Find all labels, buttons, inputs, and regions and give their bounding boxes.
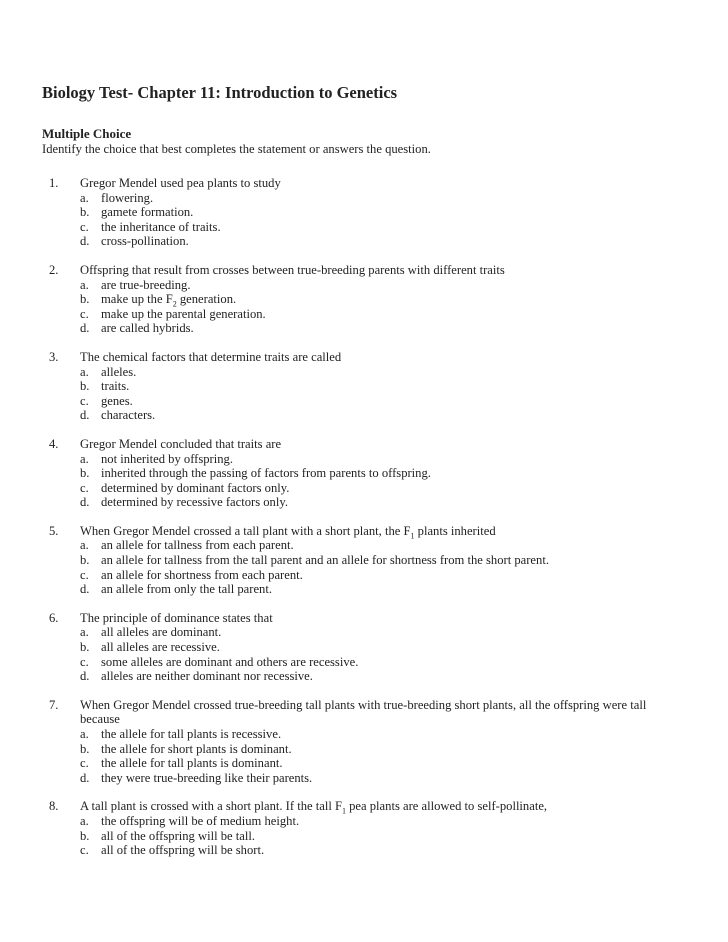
answer-option (80, 191, 728, 206)
option-letter: c. (80, 654, 89, 669)
option-letter: b. (80, 553, 90, 568)
option-text (101, 365, 728, 380)
answer-option (80, 321, 728, 336)
text-part: an allele for tallness from the tall parent and an allele for shortness from the short parent. (101, 553, 549, 568)
question-number: 5. (49, 523, 59, 538)
option-letter: c. (80, 393, 89, 408)
answer-option (80, 843, 728, 858)
option-text (101, 756, 728, 771)
question (0, 350, 728, 423)
text-part: make up the F (101, 292, 173, 307)
option-text (101, 466, 728, 481)
question (0, 263, 728, 336)
text-part: some alleles are dominant and others are recessive. (101, 654, 359, 669)
option-letter: d. (80, 669, 90, 684)
option-text (101, 553, 728, 568)
answer-option (80, 625, 728, 640)
option-text (101, 669, 728, 684)
option-text (101, 379, 728, 394)
text-part: the inheritance of traits. (101, 219, 221, 234)
question-text (80, 611, 688, 626)
option-letter: a. (80, 813, 89, 828)
question-list (0, 176, 728, 872)
text-part: determined by recessive factors only. (101, 495, 288, 510)
text-part: all alleles are dominant. (101, 625, 222, 640)
answer-option (80, 756, 728, 771)
option-letter: c. (80, 756, 89, 771)
answer-option (80, 582, 728, 597)
answer-option (80, 365, 728, 380)
option-letter: a. (80, 625, 89, 640)
option-text (101, 742, 728, 757)
option-text (101, 640, 728, 655)
option-text (101, 655, 728, 670)
instructions: Identify the choice that best completes the statement or answers the question. (42, 142, 431, 156)
answer-option (80, 408, 728, 423)
answer-option (80, 771, 728, 786)
text-part: all of the offspring will be short. (101, 843, 265, 858)
question-text (80, 698, 688, 727)
option-text (101, 829, 728, 844)
text-part: are true-breeding. (101, 277, 191, 292)
question-text (80, 437, 688, 452)
text-part: not inherited by offspring. (101, 451, 233, 466)
option-letter: d. (80, 408, 90, 423)
answer-option (80, 640, 728, 655)
option-text (101, 771, 728, 786)
answer-option (80, 452, 728, 467)
answer-option (80, 814, 728, 829)
option-letter: b. (80, 292, 90, 307)
option-letter: b. (80, 828, 90, 843)
text-part: alleles are neither dominant nor recessive. (101, 669, 313, 684)
text-part: an allele from only the tall parent. (101, 582, 272, 597)
option-text (101, 220, 728, 235)
text-part: generation. (176, 292, 237, 307)
text-part: the allele for tall plants is dominant. (101, 756, 283, 771)
answer-option (80, 278, 728, 293)
question-text (80, 524, 688, 539)
question-text (80, 263, 688, 278)
option-text (101, 814, 728, 829)
option-letter: c. (80, 306, 89, 321)
answer-option (80, 220, 728, 235)
question (0, 176, 728, 249)
answer-option (80, 829, 728, 844)
answer-option (80, 538, 728, 553)
answer-option (80, 742, 728, 757)
text-part: The chemical factors that determine traits are called (80, 349, 342, 364)
option-letter: b. (80, 466, 90, 481)
option-text (101, 321, 728, 336)
question (0, 698, 728, 786)
text-part: an allele for shortness from each parent. (101, 567, 303, 582)
text-part: make up the parental generation. (101, 306, 266, 321)
option-letter: d. (80, 495, 90, 510)
answer-option (80, 655, 728, 670)
subscript: 1 (410, 531, 415, 541)
question-text (80, 799, 688, 814)
answer-option (80, 495, 728, 510)
question-number: 2. (49, 262, 59, 277)
question-text (80, 350, 688, 365)
option-letter: c. (80, 843, 89, 858)
question-number: 1. (49, 176, 59, 190)
answer-option (80, 292, 728, 307)
text-part: characters. (101, 408, 156, 423)
answer-option (80, 727, 728, 742)
option-letter: d. (80, 234, 90, 249)
option-letter: a. (80, 538, 89, 553)
text-part: the allele for tall plants is recessive. (101, 727, 282, 741)
option-letter: b. (80, 741, 90, 756)
text-part: an allele for tallness from each parent. (101, 538, 294, 553)
question-text (80, 176, 688, 191)
option-text (101, 191, 728, 206)
question (0, 799, 728, 857)
text-part: plants inherited (414, 523, 496, 538)
option-text (101, 625, 728, 640)
section-heading: Multiple Choice (42, 126, 132, 141)
answer-option (80, 466, 728, 481)
option-text (101, 582, 728, 597)
option-text (101, 205, 728, 220)
subscript: 2 (172, 299, 177, 309)
option-text (101, 568, 728, 583)
answer-option (80, 307, 728, 322)
text-part: the allele for short plants is dominant. (101, 741, 292, 756)
option-text (101, 307, 728, 322)
option-text (101, 234, 728, 249)
option-letter: a. (80, 277, 89, 292)
question (0, 524, 728, 597)
answer-option (80, 669, 728, 684)
answer-option (80, 481, 728, 496)
option-letter: d. (80, 582, 90, 597)
option-text (101, 538, 728, 553)
option-text (101, 481, 728, 496)
option-text (101, 394, 728, 409)
text-part: pea plants are allowed to self-pollinate, (345, 799, 548, 814)
question (0, 437, 728, 510)
option-text (101, 278, 728, 293)
text-part: Gregor Mendel used pea plants to study (80, 176, 281, 190)
option-text (101, 408, 728, 423)
option-text (101, 452, 728, 467)
option-letter: a. (80, 190, 89, 205)
option-letter: b. (80, 640, 90, 655)
question-number: 6. (49, 610, 59, 625)
answer-option (80, 568, 728, 583)
option-letter: c. (80, 480, 89, 495)
text-part: Gregor Mendel concluded that traits are (80, 436, 282, 451)
answer-option (80, 205, 728, 220)
text-part: they were true-breeding like their parents. (101, 770, 313, 785)
answer-option (80, 234, 728, 249)
text-part: The principle of dominance states that (80, 610, 273, 625)
text-part: the offspring will be of medium height. (101, 813, 300, 828)
question-number: 4. (49, 436, 59, 451)
text-part: When Gregor Mendel crossed true-breeding tall plants with true-breeding short plants, all the offspring were tall because (80, 697, 647, 727)
option-letter: b. (80, 379, 90, 394)
text-part: determined by dominant factors only. (101, 480, 290, 495)
text-part: genes. (101, 393, 133, 408)
page-title: Biology Test- Chapter 11: Introduction to Genetics (42, 83, 398, 102)
option-letter: a. (80, 451, 89, 466)
text-part: flowering. (101, 190, 154, 205)
text-part: cross-pollination. (101, 234, 189, 249)
question-number: 3. (49, 349, 59, 364)
option-letter: b. (80, 205, 90, 220)
option-text (101, 495, 728, 510)
answer-option (80, 379, 728, 394)
text-part: inherited through the passing of factors from parents to offspring. (101, 466, 431, 481)
text-part: all alleles are recessive. (101, 640, 220, 655)
question (0, 611, 728, 684)
question-number: 7. (49, 697, 59, 712)
text-part: gamete formation. (101, 205, 194, 220)
text-part: traits. (101, 379, 130, 394)
text-part: A tall plant is crossed with a short plant. If the tall F (80, 799, 342, 814)
option-letter: a. (80, 727, 89, 741)
text-part: are called hybrids. (101, 321, 194, 336)
text-part: alleles. (101, 364, 137, 379)
option-letter: d. (80, 321, 90, 336)
subscript: 1 (341, 806, 346, 816)
text-part: all of the offspring will be tall. (101, 828, 256, 843)
answer-option (80, 394, 728, 409)
option-letter: a. (80, 364, 89, 379)
answer-option (80, 553, 728, 568)
option-letter: c. (80, 219, 89, 234)
option-text (101, 292, 728, 307)
option-letter: c. (80, 567, 89, 582)
text-part: Offspring that result from crosses between true-breeding parents with different traits (80, 262, 505, 277)
text-part: When Gregor Mendel crossed a tall plant with a short plant, the F (80, 523, 411, 538)
question-number: 8. (49, 799, 59, 814)
option-text (101, 727, 728, 742)
option-text (101, 843, 728, 858)
option-letter: d. (80, 770, 90, 785)
